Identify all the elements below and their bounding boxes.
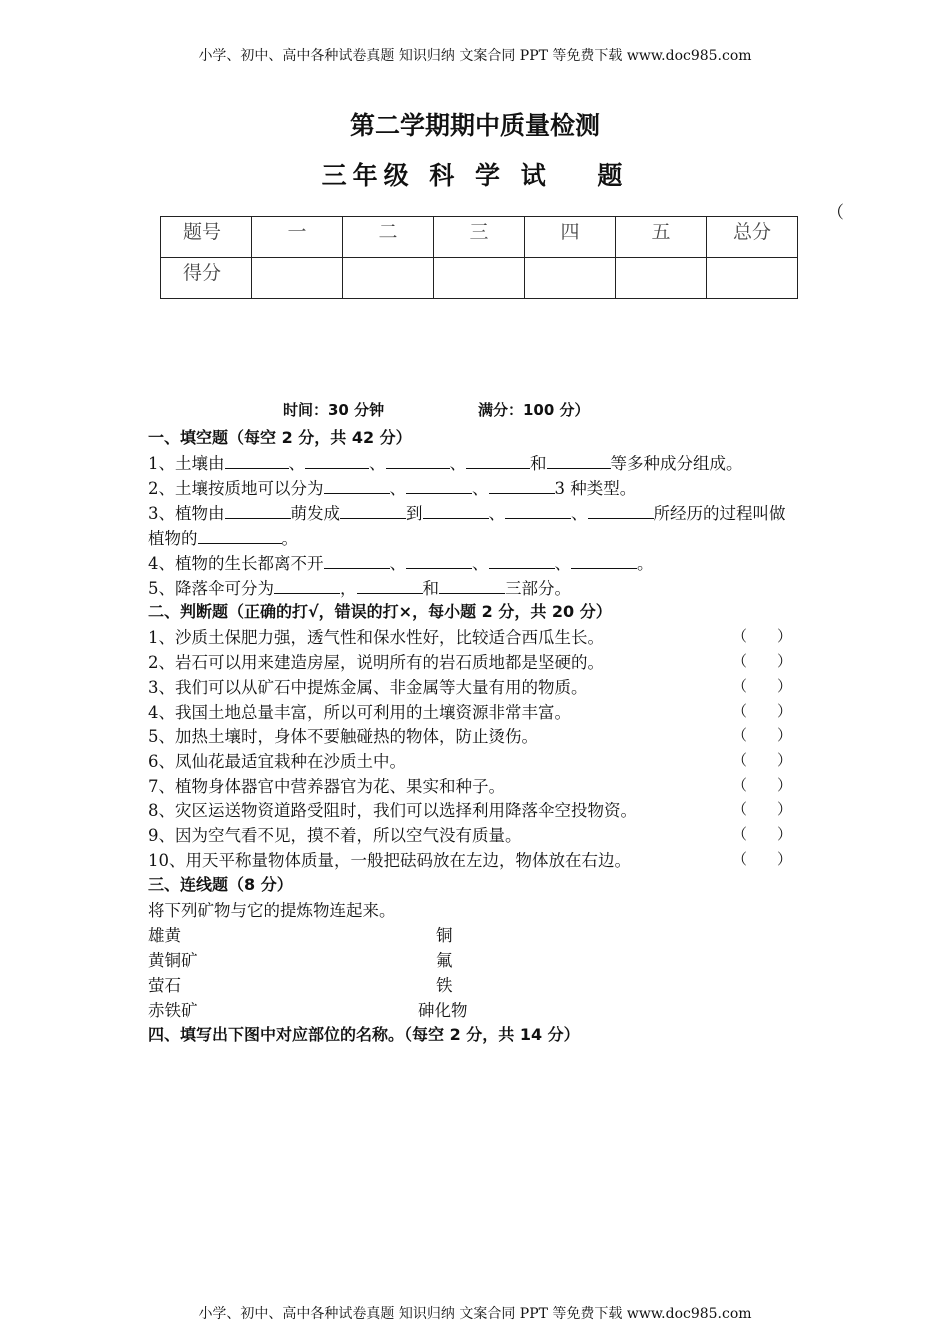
fill-question-5: [148, 575, 571, 599]
score-cell: 总分: [707, 217, 798, 258]
fill-question-2: [148, 475, 636, 499]
answer-blank[interactable]: [324, 554, 390, 569]
mineral-item[interactable]: 雄黄: [148, 926, 181, 945]
judge-answer-paren[interactable]: （ ）: [732, 751, 793, 769]
answer-blank[interactable]: [324, 479, 390, 494]
answer-blank[interactable]: [274, 579, 340, 594]
mineral-item[interactable]: 黄铜矿: [148, 951, 198, 970]
product-item[interactable]: 铁: [436, 976, 453, 995]
answer-blank[interactable]: [305, 454, 369, 469]
judge-question: 6、凤仙花最适宜栽种在沙质土中。: [148, 752, 406, 771]
answer-blank[interactable]: [225, 504, 291, 519]
score-cell: 五: [616, 217, 707, 258]
judge-answer-paren[interactable]: （ ）: [732, 800, 793, 818]
judge-question: 8、灾区运送物资道路受阻时，我们可以选择利用降落伞空投物资。: [148, 801, 637, 820]
question-text: 3 种类型。: [554, 479, 637, 498]
score-input-cell[interactable]: [525, 258, 616, 299]
question-text: 所经历的过程叫做: [653, 504, 786, 523]
judge-answer-paren[interactable]: （ ）: [732, 652, 793, 670]
section-3-heading: 三、连线题（8 分）: [148, 875, 293, 894]
exam-full-score: 满分：100 分）: [478, 401, 590, 419]
score-cell: 四: [525, 217, 616, 258]
question-text: 三部分。: [505, 579, 571, 598]
judge-answer-paren[interactable]: （ ）: [732, 702, 793, 720]
question-text: 、: [369, 454, 386, 473]
answer-blank[interactable]: [466, 454, 530, 469]
exam-subtitle: 三年级 科 学 试 题: [321, 161, 629, 190]
judge-question: 10、用天平称量物体质量，一般把砝码放在左边，物体放在右边。: [148, 851, 631, 870]
answer-blank[interactable]: [386, 454, 450, 469]
judge-question: 1、沙质土保肥力强，透气性和保水性好，比较适合西瓜生长。: [148, 628, 604, 647]
answer-blank[interactable]: [225, 454, 289, 469]
mineral-item[interactable]: 赤铁矿: [148, 1001, 198, 1020]
question-text: 、: [389, 479, 406, 498]
score-cell: 三: [434, 217, 525, 258]
answer-blank[interactable]: [547, 454, 611, 469]
answer-blank[interactable]: [489, 554, 555, 569]
answer-blank[interactable]: [406, 554, 472, 569]
score-input-cell[interactable]: [252, 258, 343, 299]
score-input-cell[interactable]: [343, 258, 434, 299]
page-footer: 小学、初中、高中各种试卷真题 知识归纳 文案合同 PPT 等免费下载 www.doc985.com: [198, 1306, 752, 1322]
question-text: 4、植物的生长都离不开: [148, 554, 324, 573]
question-text: 、: [571, 504, 588, 523]
judge-question: 3、我们可以从矿石中提炼金属、非金属等大量有用的物质。: [148, 678, 588, 697]
answer-blank[interactable]: [340, 504, 406, 519]
judge-question: 2、岩石可以用来建造房屋，说明所有的岩石质地都是坚硬的。: [148, 653, 604, 672]
answer-blank[interactable]: [439, 579, 505, 594]
score-table-score-row: [161, 258, 798, 299]
judge-answer-paren[interactable]: （ ）: [732, 677, 793, 695]
score-cell: 得分: [161, 258, 252, 299]
question-text: 。: [637, 554, 654, 573]
mineral-item[interactable]: 萤石: [148, 976, 181, 995]
product-item[interactable]: 氟: [436, 951, 453, 970]
question-text: ，: [340, 579, 357, 598]
judge-question: 4、我国土地总量丰富，所以可利用的土壤资源非常丰富。: [148, 703, 571, 722]
question-text: 、: [449, 454, 466, 473]
answer-blank[interactable]: [423, 504, 489, 519]
answer-blank[interactable]: [571, 554, 637, 569]
score-cell: 二: [343, 217, 434, 258]
judge-answer-paren[interactable]: （ ）: [732, 627, 793, 645]
question-text: 、: [389, 554, 406, 573]
fill-question-3-cont: [148, 525, 298, 549]
answer-blank[interactable]: [588, 504, 654, 519]
matching-instruction: 将下列矿物与它的提炼物连起来。: [148, 901, 396, 920]
product-item[interactable]: 铜: [436, 926, 453, 945]
score-cell: 题号: [161, 217, 252, 258]
score-input-cell[interactable]: [707, 258, 798, 299]
judge-answer-paren[interactable]: （ ）: [732, 726, 793, 744]
question-text: 、: [488, 504, 505, 523]
score-input-cell[interactable]: [434, 258, 525, 299]
question-text: 萌发成: [290, 504, 340, 523]
question-text: 5、降落伞可分为: [148, 579, 274, 598]
judge-question: 9、因为空气看不见，摸不着，所以空气没有质量。: [148, 826, 522, 845]
answer-blank[interactable]: [406, 479, 472, 494]
question-text: 、: [472, 554, 489, 573]
judge-answer-paren[interactable]: （ ）: [732, 850, 793, 868]
fill-question-3: [148, 500, 786, 524]
judge-question: 7、植物身体器官中营养器官为花、果实和种子。: [148, 777, 505, 796]
question-text: 、: [288, 454, 305, 473]
score-input-cell[interactable]: [616, 258, 707, 299]
question-text: 3、植物由: [148, 504, 225, 523]
exam-time: 时间：30 分钟: [283, 401, 385, 419]
question-text: 1、土壤由: [148, 454, 225, 473]
section-2-heading: 二、判断题（正确的打√，错误的打×，每小题 2 分，共 20 分）: [148, 602, 612, 621]
score-table-header-row: [161, 217, 798, 258]
stray-paren: （: [827, 203, 844, 223]
exam-title: 第二学期期中质量检测: [349, 111, 600, 140]
question-text: 和: [530, 454, 547, 473]
answer-blank[interactable]: [198, 529, 282, 544]
answer-blank[interactable]: [357, 579, 423, 594]
question-text: 、: [472, 479, 489, 498]
product-item[interactable]: 砷化物: [418, 1001, 468, 1020]
page-header: 小学、初中、高中各种试卷真题 知识归纳 文案合同 PPT 等免费下载 www.doc985.com: [198, 48, 752, 64]
score-cell: 一: [252, 217, 343, 258]
question-text: 。: [281, 529, 298, 548]
question-text: 、: [554, 554, 571, 573]
section-4-heading: 四、填写出下图中对应部位的名称。（每空 2 分，共 14 分）: [148, 1025, 580, 1044]
fill-question-4: [148, 550, 654, 574]
question-text: 到: [406, 504, 423, 523]
judge-question: 5、加热土壤时，身体不要触碰热的物体，防止烫伤。: [148, 727, 538, 746]
section-1-heading: 一、填空题（每空 2 分，共 42 分）: [148, 428, 412, 447]
question-text: 等多种成分组成。: [610, 454, 743, 473]
question-text: 植物的: [148, 529, 198, 548]
score-table: [160, 216, 798, 299]
answer-blank[interactable]: [505, 504, 571, 519]
fill-question-1: [148, 450, 743, 474]
question-text: 2、土壤按质地可以分为: [148, 479, 324, 498]
judge-answer-paren[interactable]: （ ）: [732, 776, 793, 794]
question-text: 和: [422, 579, 439, 598]
judge-answer-paren[interactable]: （ ）: [732, 825, 793, 843]
answer-blank[interactable]: [489, 479, 555, 494]
